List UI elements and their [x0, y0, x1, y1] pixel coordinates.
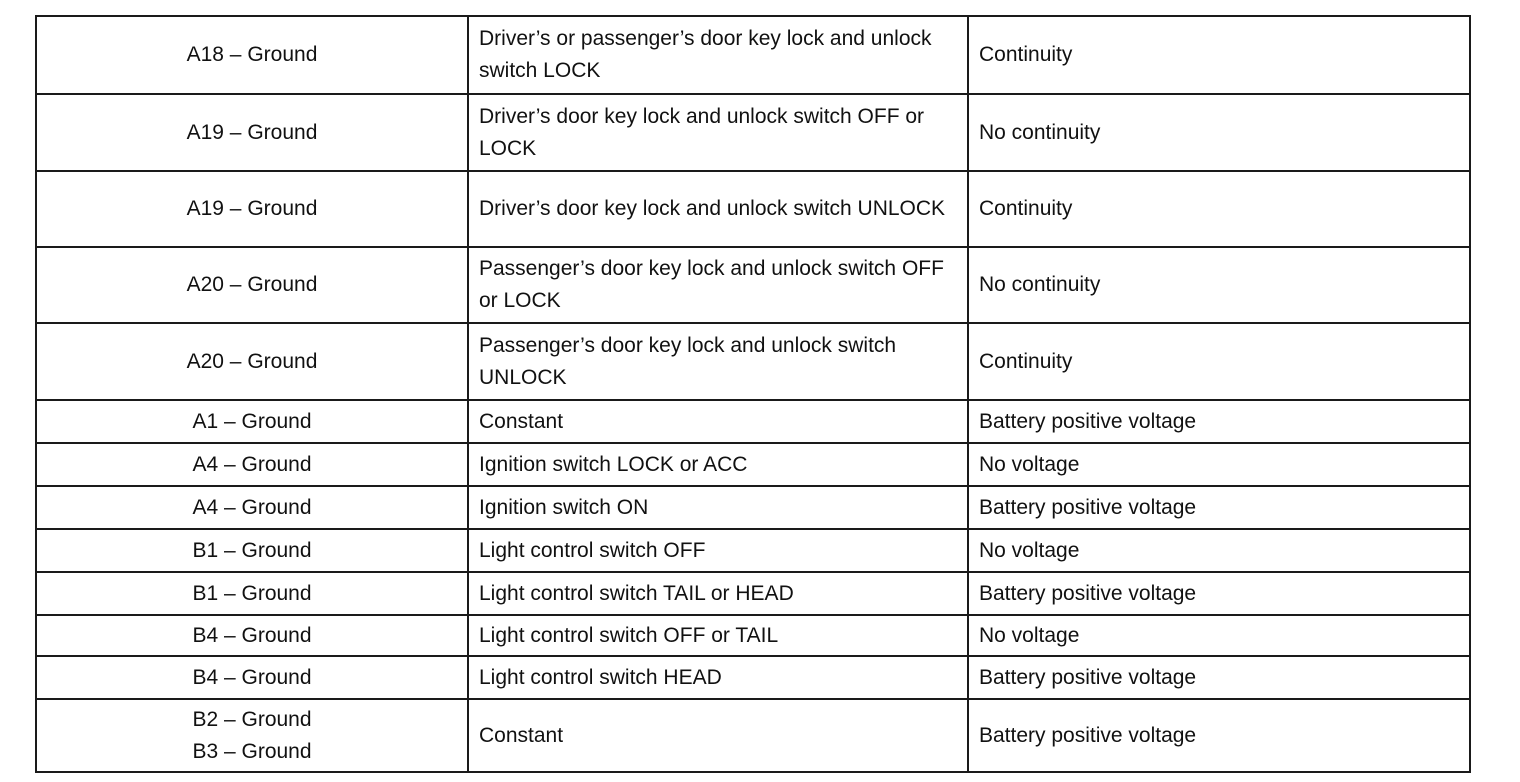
terminal-cell — [36, 443, 468, 486]
terminal-cell — [36, 247, 468, 323]
table-row — [36, 400, 1470, 443]
specified-condition-cell: Battery positive voltage — [968, 400, 1470, 443]
terminal-label: A20 – Ground — [186, 349, 318, 373]
table-row — [36, 323, 1470, 400]
terminal-label: A18 – Ground — [186, 43, 318, 66]
table-row — [36, 171, 1470, 247]
table-row — [36, 443, 1470, 486]
terminal-label: A19 – Ground — [186, 120, 318, 144]
specified-condition-cell: No continuity — [968, 247, 1470, 323]
condition-cell: Constant — [468, 699, 968, 772]
terminal-label: A20 – Ground — [186, 273, 318, 296]
terminal-label: A1 – Ground — [192, 409, 312, 433]
table-body — [36, 16, 1470, 772]
terminal-cell — [36, 529, 468, 572]
condition-cell: Light control switch HEAD — [468, 656, 968, 699]
terminal-cell — [36, 323, 468, 400]
specified-condition-cell: Continuity — [968, 171, 1470, 247]
table-row — [36, 486, 1470, 529]
condition-cell: Driver’s door key lock and unlock switch OFF or LOCK — [468, 94, 968, 171]
condition-cell: Ignition switch ON — [468, 486, 968, 529]
condition-cell: Driver’s or passenger’s door key lock and unlock switch LOCK — [468, 16, 968, 94]
table-row — [36, 615, 1470, 656]
condition-cell: Light control switch TAIL or HEAD — [468, 572, 968, 615]
table-row — [36, 94, 1470, 171]
terminal-cell — [36, 16, 468, 94]
specified-condition-cell: Battery positive voltage — [968, 699, 1470, 772]
terminal-label: B1 – Ground — [192, 581, 312, 605]
specified-condition-cell: No voltage — [968, 615, 1470, 656]
table-row — [36, 656, 1470, 699]
inspection-table — [35, 15, 1471, 773]
terminal-cell — [36, 486, 468, 529]
table-row — [36, 16, 1470, 94]
specified-condition-cell: Battery positive voltage — [968, 572, 1470, 615]
condition-cell: Constant — [468, 400, 968, 443]
table-row — [36, 572, 1470, 615]
specified-condition-cell: No voltage — [968, 443, 1470, 486]
terminal-label: B1 – Ground — [192, 538, 312, 562]
specified-condition-cell: Battery positive voltage — [968, 656, 1470, 699]
terminal-label: B2 – Ground — [192, 707, 312, 731]
table-row — [36, 699, 1470, 772]
specified-condition-cell: No voltage — [968, 529, 1470, 572]
condition-cell: Light control switch OFF or TAIL — [468, 615, 968, 656]
terminal-cell — [36, 615, 468, 656]
condition-cell: Passenger’s door key lock and unlock switch UNLOCK — [468, 323, 968, 400]
terminal-cell — [36, 400, 468, 443]
specified-condition-cell: No continuity — [968, 94, 1470, 171]
condition-cell: Driver’s door key lock and unlock switch UNLOCK — [468, 171, 968, 247]
inspection-table-container — [35, 15, 1469, 773]
specified-condition-cell: Continuity — [968, 323, 1470, 400]
terminal-cell — [36, 656, 468, 699]
table-row — [36, 529, 1470, 572]
condition-cell: Light control switch OFF — [468, 529, 968, 572]
terminal-label: B4 – Ground — [192, 623, 312, 647]
terminal-label: A19 – Ground — [186, 197, 318, 220]
terminal-label: B3 – Ground — [192, 739, 312, 763]
specified-condition-cell: Continuity — [968, 16, 1470, 94]
condition-cell: Passenger’s door key lock and unlock switch OFF or LOCK — [468, 247, 968, 323]
terminal-cell — [36, 699, 468, 772]
terminal-cell — [36, 171, 468, 247]
condition-cell: Ignition switch LOCK or ACC — [468, 443, 968, 486]
terminal-label: A4 – Ground — [192, 495, 312, 519]
terminal-cell — [36, 94, 468, 171]
terminal-label: B4 – Ground — [192, 665, 312, 689]
table-row — [36, 247, 1470, 323]
terminal-cell — [36, 572, 468, 615]
terminal-label: A4 – Ground — [192, 452, 312, 476]
specified-condition-cell: Battery positive voltage — [968, 486, 1470, 529]
